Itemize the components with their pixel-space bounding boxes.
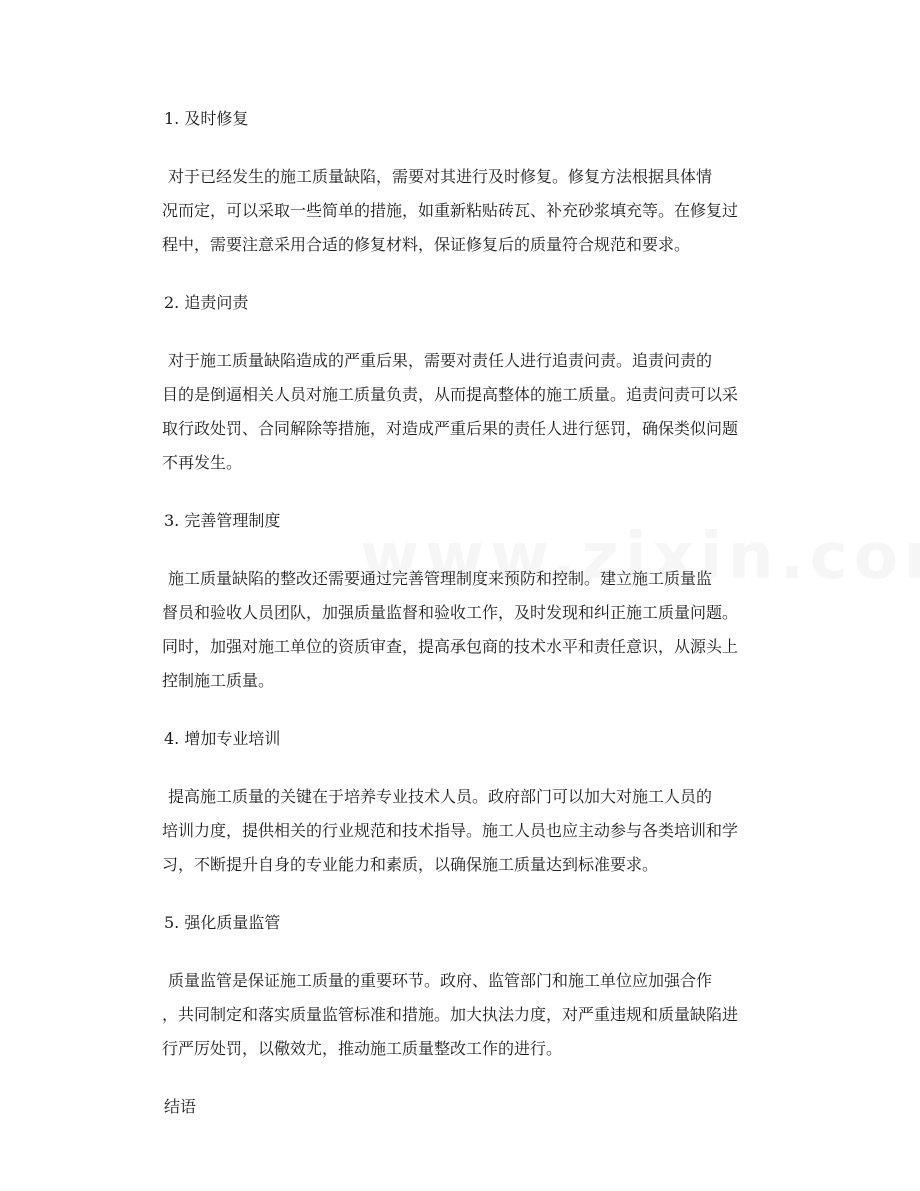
section-paragraph-5: [162, 964, 800, 1066]
closing-heading: 结语: [164, 1097, 197, 1116]
paragraph-line: 对于已经发生的施工质量缺陷，需要对其进行及时修复。修复方法根据具体情: [168, 167, 713, 186]
paragraph-line: 况而定，可以采取一些简单的措施，如重新粘贴砖瓦、补充砂浆填充等。在修复过: [162, 201, 739, 220]
paragraph-line: 控制施工质量。: [162, 671, 275, 690]
paragraph-line: 施工质量缺陷的整改还需要通过完善管理制度来预防和控制。建立施工质量监: [168, 569, 713, 588]
paragraph-line: 程中，需要注意采用合适的修复材料，保证修复后的质量符合规范和要求。: [162, 235, 691, 254]
paragraph-line: 对于施工质量缺陷造成的严重后果，需要对责任人进行追责问责。追责问责的: [168, 351, 713, 370]
paragraph-line: 取行政处罚、合同解除等措施，对造成严重后果的责任人进行惩罚，确保类似问题: [162, 419, 739, 438]
paragraph-line: 质量监管是保证施工质量的重要环节。政府、监管部门和施工单位应加强合作: [168, 971, 713, 990]
section-heading-1: 1. 及时修复: [164, 109, 249, 128]
section-heading-5: 5. 强化质量监管: [164, 913, 281, 932]
section-heading-3: 3. 完善管理制度: [164, 511, 281, 530]
document-body: [162, 104, 800, 1148]
section-paragraph-4: [162, 780, 800, 882]
section-paragraph-1: [162, 160, 800, 262]
section-heading-2: 2. 追责问责: [164, 293, 249, 312]
paragraph-line: 行严厉处罚，以儆效尤，推动施工质量整改工作的进行。: [162, 1039, 563, 1058]
paragraph-line: 培训力度，提供相关的行业规范和技术指导。施工人员也应主动参与各类培训和学: [162, 821, 739, 840]
section-paragraph-3: [162, 562, 800, 698]
paragraph-line: 督员和验收人员团队，加强质量监督和验收工作，及时发现和纠正施工质量问题。: [162, 603, 739, 622]
paragraph-line: 不再发生。: [162, 453, 243, 472]
section-paragraph-2: [162, 344, 800, 480]
paragraph-line: 习，不断提升自身的专业能力和素质，以确保施工质量达到标准要求。: [162, 855, 659, 874]
paragraph-line: 同时，加强对施工单位的资质审查，提高承包商的技术水平和责任意识，从源头上: [162, 637, 739, 656]
paragraph-line: ，共同制定和落实质量监管标准和措施。加大执法力度，对严重违规和质量缺陷进: [162, 1005, 739, 1024]
section-heading-4: 4. 增加专业培训: [164, 729, 281, 748]
paragraph-line: 提高施工质量的关键在于培养专业技术人员。政府部门可以加大对施工人员的: [168, 787, 713, 806]
paragraph-line: 目的是倒逼相关人员对施工质量负责，从而提高整体的施工质量。追责问责可以采: [162, 385, 739, 404]
